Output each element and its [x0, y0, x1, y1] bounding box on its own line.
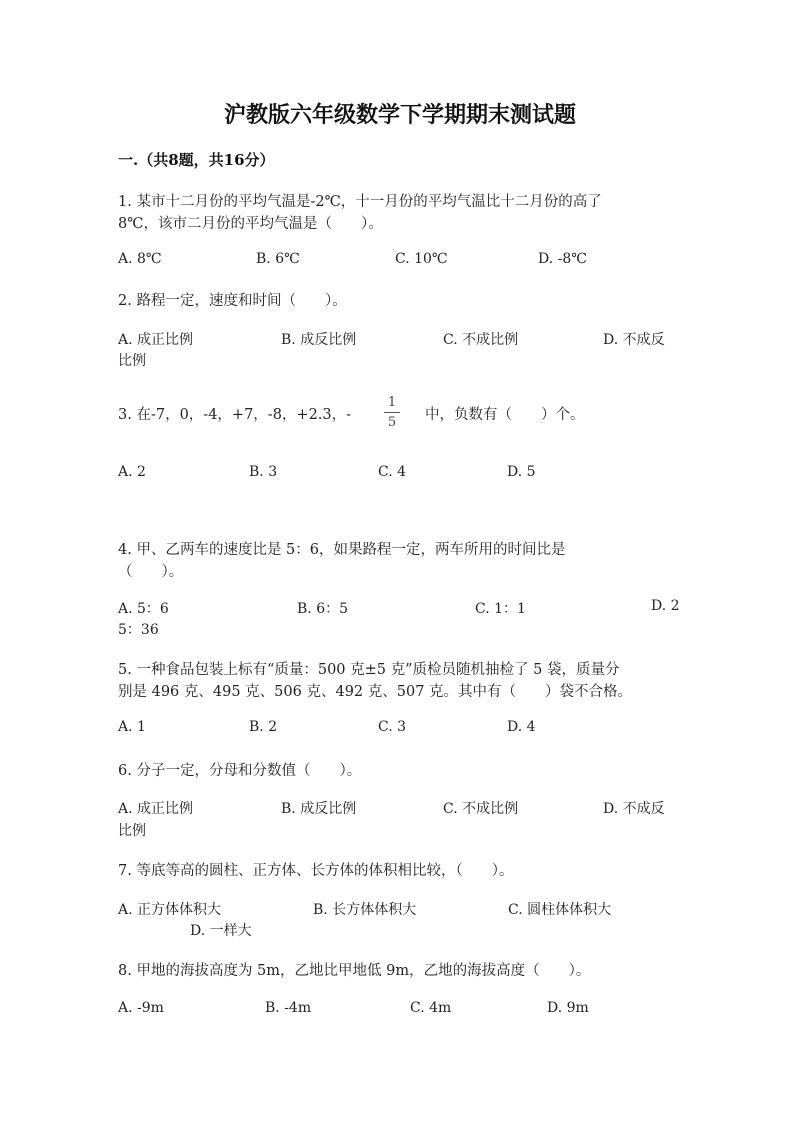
q2-option-d-wrap: 比例 [118, 353, 146, 369]
q2-line1: 2. 路程一定，速度和时间（ ）。 [118, 293, 347, 309]
q4-line2: （ ）。 [118, 564, 184, 580]
q5-line1: 5. 一种食品包装上标有“质量：500 克±5 克”质检员随机抽检了 5 袋，质量分 [118, 662, 620, 678]
q7-option-c: C. 圆柱体体积大 [508, 902, 612, 918]
page-title: 沪教版六年级数学下学期期末测试题 [223, 102, 576, 128]
q8-option-c: C. 4m [410, 1000, 452, 1016]
q5-option-a: A. 1 [118, 719, 146, 735]
q3-fraction-denominator: 5 [387, 415, 397, 430]
q4-option-b: B. 6：5 [297, 601, 349, 617]
q7-line1: 7. 等底等高的圆柱、正方体、长方体的体积相比较，（ ）。 [118, 863, 514, 879]
q3-option-d: D. 5 [507, 464, 536, 480]
q7-option-b: B. 长方体体积大 [313, 902, 417, 918]
q4-option-d-wrap: 5：36 [118, 622, 159, 638]
q3-fraction-numerator: 1 [387, 395, 397, 410]
q3-option-a: A. 2 [118, 464, 146, 480]
q7-option-d: D. 一样大 [190, 923, 252, 939]
q6-option-c: C. 不成比例 [443, 801, 519, 817]
q6-option-b: B. 成反比例 [281, 801, 357, 817]
q4-option-d: D. 2 [651, 598, 680, 614]
q1-option-c: C. 10℃ [395, 251, 448, 267]
q1-option-d: D. -8℃ [538, 251, 587, 267]
q4-option-c: C. 1：1 [475, 601, 526, 617]
q8-option-d: D. 9m [547, 1000, 589, 1016]
q5-option-b: B. 2 [249, 719, 278, 735]
q6-line1: 6. 分子一定，分母和分数值（ ）。 [118, 763, 362, 779]
q2-option-b: B. 成反比例 [281, 332, 357, 348]
q6-option-d-wrap: 比例 [118, 823, 146, 839]
q3-text-after: 中，负数有（ ）个。 [425, 407, 585, 423]
section-heading: 一.（共8题，共16分） [118, 151, 275, 169]
q8-option-a: A. -9m [118, 1000, 164, 1016]
q6-option-d: D. 不成反 [603, 801, 665, 817]
q2-option-a: A. 成正比例 [118, 332, 194, 348]
q3-fraction [384, 396, 400, 429]
q7-option-a: A. 正方体体积大 [118, 902, 222, 918]
q5-option-c: C. 3 [378, 719, 407, 735]
q8-line1: 8. 甲地的海拔高度为 5m，乙地比甲地低 9m，乙地的海拔高度（ ）。 [118, 963, 591, 979]
q4-option-a: A. 5：6 [118, 601, 169, 617]
q3-text-before: 3. 在-7，0，-4，+7，-8，+2.3，- [118, 407, 352, 423]
q1-line1: 1. 某市十二月份的平均气温是-2℃，十一月份的平均气温比十二月份的高了 [118, 194, 602, 210]
q4-line1: 4. 甲、乙两车的速度比是 5：6，如果路程一定，两车所用的时间比是 [118, 542, 566, 558]
q5-option-d: D. 4 [507, 719, 536, 735]
q2-option-c: C. 不成比例 [443, 332, 519, 348]
q5-line2: 别是 496 克、495 克、506 克、492 克、507 克。其中有（ ）袋不合格。 [118, 684, 633, 700]
q6-option-a: A. 成正比例 [118, 801, 194, 817]
q1-option-a: A. 8℃ [118, 251, 162, 267]
q1-line2: 8℃，该市二月份的平均气温是（ ）。 [118, 216, 383, 232]
q3-option-b: B. 3 [249, 464, 278, 480]
q3-option-c: C. 4 [378, 464, 407, 480]
q8-option-b: B. -4m [265, 1000, 312, 1016]
q3-fraction-bar [384, 412, 400, 413]
q2-option-d: D. 不成反 [603, 332, 665, 348]
q1-option-b: B. 6℃ [256, 251, 300, 267]
